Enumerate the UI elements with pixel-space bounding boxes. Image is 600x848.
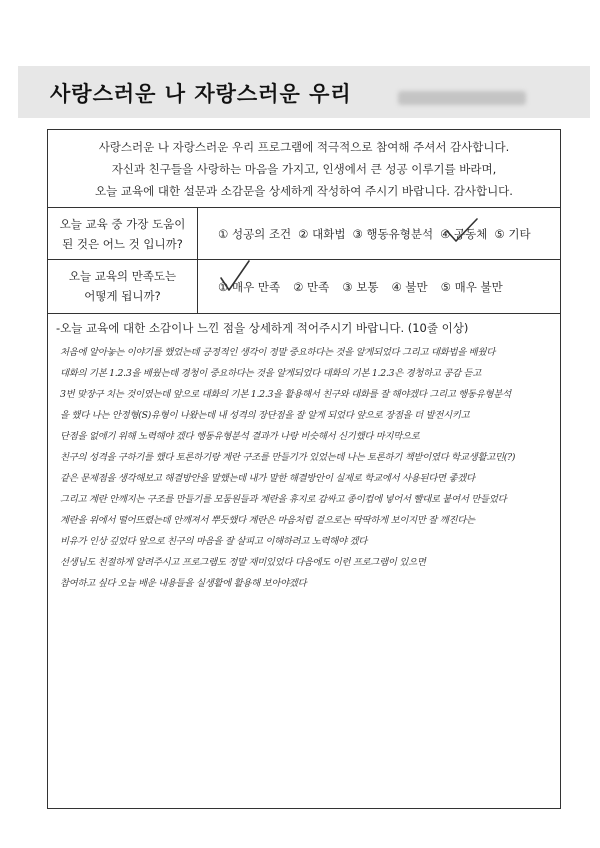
option-dissatisfied[interactable]: ④ 불만 — [391, 279, 428, 294]
answer-line: 을 했다 나는 안정형(S)유형이 나왔는데 내 성격의 장단점을 잘 알게 되었다 앞으로 장점을 더 발전시키고 — [60, 410, 470, 421]
question-label-line: 된 것은 어느 것 입니까? — [62, 237, 183, 251]
redacted-name — [398, 91, 526, 105]
essay-question: -오늘 교육에 대한 소감이나 느낀 점을 상세하게 적어주시기 바랍니다. (10줄 이상) — [56, 321, 469, 335]
question-label-line: 오늘 교육 중 가장 도움이 — [59, 217, 186, 231]
intro-text — [48, 130, 560, 208]
answer-line: 단점을 없애기 위해 노력해야 겠다 행동유형분석 결과가 나랑 비슷해서 신기했다 마지막으로 — [60, 431, 420, 442]
answer-line: 그리고 계란 안깨지는 구조를 만들기를 모둠원들과 계란을 휴지로 감싸고 종이컵에 넣어서 빨대로 붙여서 만들었다 — [60, 494, 507, 505]
option-list — [218, 208, 538, 259]
option-satisfied[interactable]: ② 만족 — [293, 279, 330, 294]
option-very-dissatisfied[interactable]: ⑤ 매우 불만 — [440, 279, 503, 294]
answer-line: 비유가 인상 깊었다 앞으로 친구의 마음을 잘 살피고 이해하려고 노력해야 겠다 — [60, 536, 368, 547]
question-label-line: 어떻게 됩니까? — [84, 289, 161, 303]
option-very-satisfied[interactable]: ① 매우 만족 — [218, 279, 281, 294]
answer-line: 대화의 기본 1.2.3을 배웠는데 경청이 중요하다는 것을 알게되었다 대화의 기본 1.2.3은 경청하고 공감 듣고 — [60, 368, 482, 379]
answer-line: 3번 맞장구 치는 것이였는데 앞으로 대화의 기본 1.2.3을 활용해서 친구와 대화를 잘 해야겠다 그리고 행동유형분석 — [60, 389, 511, 400]
intro-line: 오늘 교육에 대한 설문과 소감문을 상세하게 작성하여 주시기 바랍니다. 감사합니다. — [95, 184, 513, 198]
option-behavior-analysis[interactable]: ③ 행동유형분석 — [352, 226, 434, 241]
page-title: 사랑스러운 나 자랑스러운 우리 — [50, 82, 352, 106]
intro-line: 자신과 친구들을 사랑하는 마음을 가지고, 인생에서 큰 성공 이루기를 바라며, — [111, 162, 497, 176]
option-success-conditions[interactable]: ① 성공의 조건 — [218, 226, 292, 241]
handwritten-answer[interactable] — [60, 342, 554, 594]
answer-line: 계란을 위에서 떨어뜨렸는데 안깨져서 뿌듯했다 계란은 마음처럼 겉으로는 딱딱하게 보이지만 잘 깨진다는 — [60, 515, 475, 526]
option-conversation[interactable]: ② 대화법 — [298, 226, 346, 241]
answer-line: 참여하고 싶다 오늘 배운 내용들을 실생활에 활용해 보아야겠다 — [60, 578, 307, 589]
intro-line: 사랑스러운 나 자랑스러운 우리 프로그램에 적극적으로 참여해 주셔서 감사합니다. — [98, 140, 510, 154]
survey-form — [47, 129, 561, 809]
option-other[interactable]: ⑤ 기타 — [494, 226, 531, 241]
question-label — [48, 260, 198, 313]
answer-line: 친구의 성격을 구하기를 했다 토론하기랑 계란 구조를 만들기가 있었는데 나는 토론하기 책받이였다 학교생활고민(?) — [60, 452, 516, 463]
question-most-helpful — [48, 208, 560, 260]
answer-line: 선생님도 친절하게 알려주시고 프로그램도 정말 재미있었다 다음에도 이런 프로그램이 있으면 — [60, 557, 426, 568]
option-list — [218, 260, 516, 313]
question-label-line: 오늘 교육의 만족도는 — [68, 269, 177, 283]
answer-line: 처음에 알아놓는 이야기를 했었는데 긍정적인 생각이 정말 중요하다는 것을 알게되었다 그리고 대화법을 배웠다 — [60, 347, 495, 358]
option-community[interactable]: ④ 공동체 — [440, 226, 488, 241]
answer-line: 같은 문제점을 생각해보고 해결방안을 말했는데 내가 말한 해결방안이 실제로 학교에서 사용된다면 좋겠다 — [60, 473, 475, 484]
question-satisfaction — [48, 260, 560, 314]
option-neutral[interactable]: ③ 보통 — [342, 279, 379, 294]
question-label — [48, 208, 198, 259]
